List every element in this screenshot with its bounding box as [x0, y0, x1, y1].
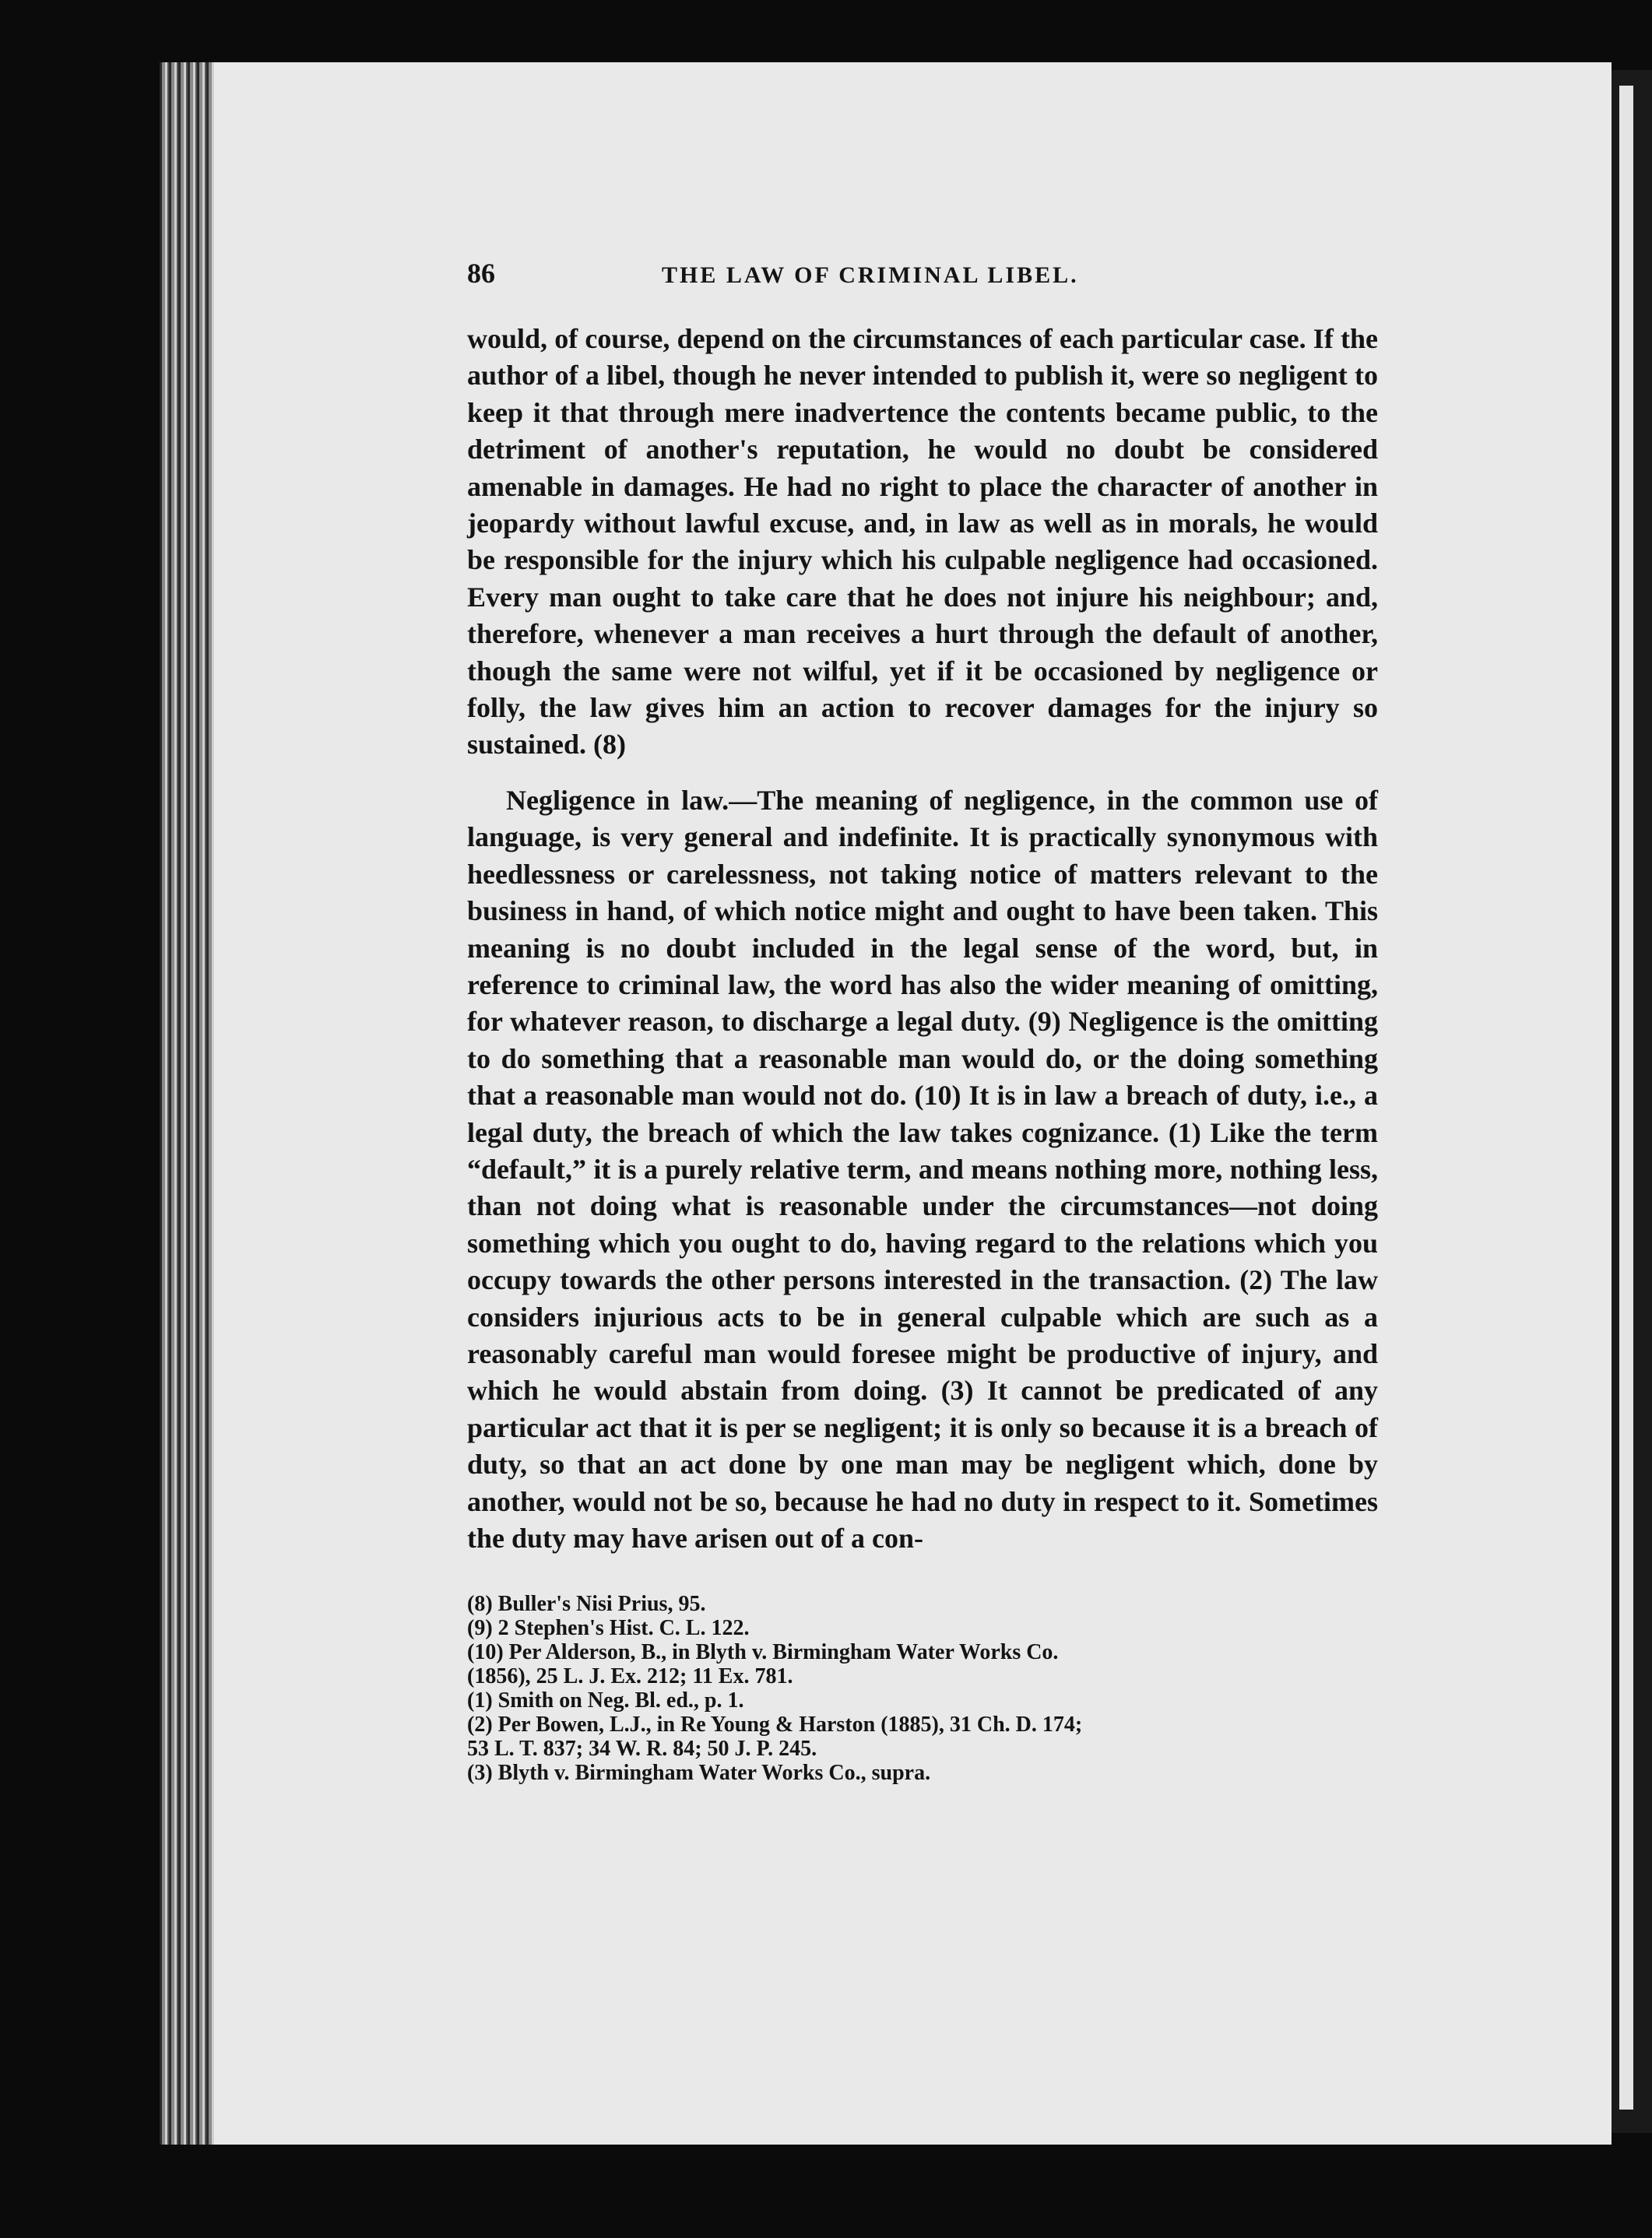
page-number: 86: [467, 258, 495, 289]
paragraph-text: would, of course, depend on the circumstances of each particular case. If the author of a libel, though he never intended to publish it, were so negligent to keep it that through mere inadvertence the contents became public, to the detriment of another's reputation, he would no doubt be considered amenable in damages. He had no right to place the character of another in jeopardy without lawful excuse, and, in law as well as in morals, he would be responsible for the injury which his culpable negligence had occasioned. Every man ought to take care that he does not injure his neighbour; and, therefore, whenever a man receives a hurt through the default of another, though the same were not wilful, yet if it be occasioned by negligence or folly, the law gives him an action to recover damages for the injury so sustained. (8): [467, 323, 1378, 761]
footnote-line: (2) Per Bowen, L.J., in Re Young & Harston (1885), 31 Ch. D. 174;: [467, 1713, 1083, 1737]
page-content: [467, 257, 1378, 1785]
footnote-line: (10) Per Alderson, B., in Blyth v. Birmingham Water Works Co.: [467, 1640, 1059, 1665]
footnote-line: 53 L. T. 837; 34 W. R. 84; 50 J. P. 245.: [467, 1737, 817, 1762]
paragraph-2: [467, 782, 1378, 1558]
body-text: [467, 321, 1378, 1557]
running-header: [467, 257, 1378, 290]
footnote-line: (8) Buller's Nisi Prius, 95.: [467, 1592, 706, 1617]
footnote-line: (1) Smith on Neg. Bl. ed., p. 1.: [467, 1688, 744, 1713]
section-heading: Negligence in law.: [506, 784, 729, 816]
footnotes: [467, 1592, 1378, 1785]
paragraph-1: [467, 321, 1378, 764]
footnote-line: (9) 2 Stephen's Hist. C. L. 122.: [467, 1616, 750, 1641]
facing-page-strip: [1619, 86, 1633, 2110]
page-gutter: [160, 62, 214, 2145]
running-title: THE LAW OF CRIMINAL LIBEL.: [662, 262, 1079, 288]
paragraph-text: —The meaning of negligence, in the common use of language, is very general and indefinite. It is practically synonymous with heedlessness or carelessness, not taking notice of matters relevant to the business in hand, of which notice might and ought to have been taken. This meaning is no doubt included in the legal sense of the word, but, in reference to criminal law, the word has also the wider meaning of omitting, for whatever reason, to discharge a legal duty. (9) Negligence is the omitting to do something that a reasonable man would do, or the doing something that a reasonable man would not do. (10) It is in law a breach of duty, i.e., a legal duty, the breach of which the law takes cognizance. (1) Like the term “default,” it is a purely relative term, and means nothing more, nothing less, than not doing what is reasonable under the circumstances—not doing something which you ought to do, having regard to the relations which you occupy towards the other persons interested in the transaction. (2) The law considers injurious acts to be in general culpable which are such as a reasonably careful man would foresee might be productive of injury, and which he would abstain from doing. (3) It cannot be predicated of any particular act that it is per se negligent; it is only so because it is a breach of duty, so that an act done by one man may be negligent which, done by another, would not be so, because he had no duty in respect to it. Sometimes the duty may have arisen out of a con-: [467, 784, 1378, 1554]
footnote-line: (3) Blyth v. Birmingham Water Works Co., supra.: [467, 1761, 931, 1786]
footnote-line: (1856), 25 L. J. Ex. 212; 11 Ex. 781.: [467, 1664, 793, 1689]
